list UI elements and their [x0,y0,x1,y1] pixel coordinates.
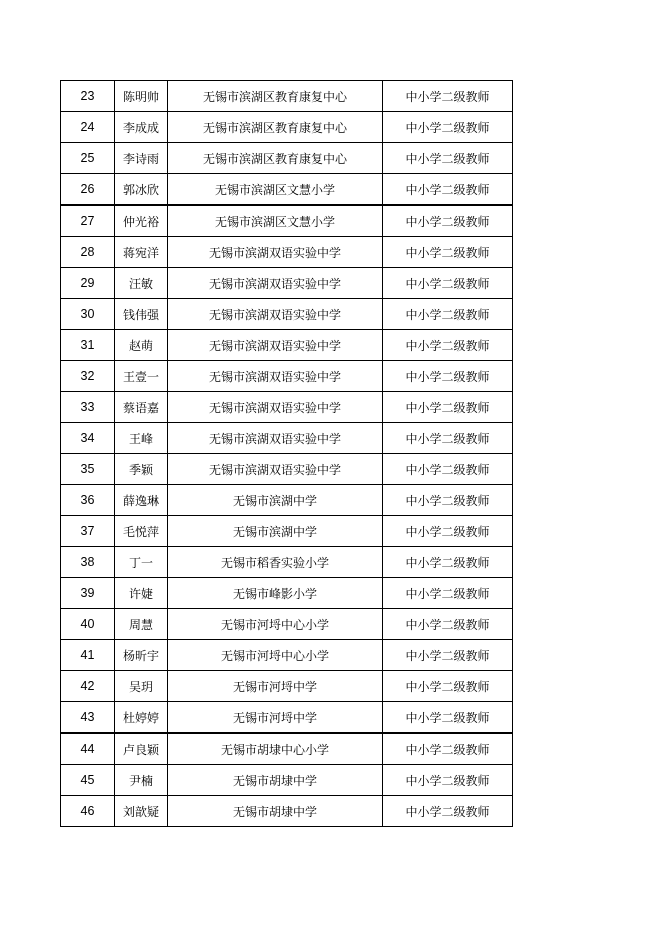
table-row [61,796,513,827]
school-name-cell: 无锡市河埒中学 [168,671,383,702]
title-rank-cell: 中小学二级教师 [383,112,513,143]
title-rank-cell: 中小学二级教师 [383,765,513,796]
table-row [61,237,513,268]
title-rank-cell: 中小学二级教师 [383,796,513,827]
title-rank-cell: 中小学二级教师 [383,733,513,765]
row-number-cell: 43 [61,702,115,734]
table-row [61,112,513,143]
table-row [61,81,513,112]
school-name-cell: 无锡市滨湖区教育康复中心 [168,81,383,112]
school-name-cell: 无锡市滨湖双语实验中学 [168,423,383,454]
teacher-name-cell: 赵萌 [115,330,168,361]
teacher-name-cell: 王峰 [115,423,168,454]
row-number-cell: 31 [61,330,115,361]
row-number-cell: 33 [61,392,115,423]
teacher-name-cell: 李诗雨 [115,143,168,174]
school-name-cell: 无锡市滨湖区教育康复中心 [168,143,383,174]
table-row [61,765,513,796]
title-rank-cell: 中小学二级教师 [383,578,513,609]
title-rank-cell: 中小学二级教师 [383,143,513,174]
teacher-name-cell: 季颖 [115,454,168,485]
teacher-name-cell: 王壹一 [115,361,168,392]
row-number-cell: 29 [61,268,115,299]
row-number-cell: 38 [61,547,115,578]
row-number-cell: 42 [61,671,115,702]
title-rank-cell: 中小学二级教师 [383,423,513,454]
teacher-name-cell: 卢良颖 [115,733,168,765]
row-number-cell: 40 [61,609,115,640]
school-name-cell: 无锡市胡埭中学 [168,796,383,827]
teacher-name-cell: 仲光裕 [115,205,168,237]
title-rank-cell: 中小学二级教师 [383,205,513,237]
table-row [61,205,513,237]
table-row [61,454,513,485]
title-rank-cell: 中小学二级教师 [383,609,513,640]
school-name-cell: 无锡市河埒中心小学 [168,609,383,640]
row-number-cell: 39 [61,578,115,609]
table-row [61,423,513,454]
school-name-cell: 无锡市滨湖双语实验中学 [168,268,383,299]
row-number-cell: 32 [61,361,115,392]
row-number-cell: 44 [61,733,115,765]
row-number-cell: 46 [61,796,115,827]
table-row [61,174,513,206]
school-name-cell: 无锡市滨湖区文慧小学 [168,174,383,206]
teacher-list-body [61,81,513,827]
teacher-name-cell: 蒋宛洋 [115,237,168,268]
school-name-cell: 无锡市胡埭中学 [168,765,383,796]
row-number-cell: 23 [61,81,115,112]
teacher-name-cell: 陈明帅 [115,81,168,112]
teacher-name-cell: 许婕 [115,578,168,609]
school-name-cell: 无锡市滨湖区文慧小学 [168,205,383,237]
table-row [61,361,513,392]
teacher-name-cell: 杨昕宇 [115,640,168,671]
school-name-cell: 无锡市滨湖双语实验中学 [168,237,383,268]
table-row [61,733,513,765]
title-rank-cell: 中小学二级教师 [383,547,513,578]
row-number-cell: 37 [61,516,115,547]
teacher-name-cell: 周慧 [115,609,168,640]
row-number-cell: 24 [61,112,115,143]
title-rank-cell: 中小学二级教师 [383,671,513,702]
title-rank-cell: 中小学二级教师 [383,640,513,671]
table-row [61,578,513,609]
title-rank-cell: 中小学二级教师 [383,268,513,299]
table-row [61,609,513,640]
school-name-cell: 无锡市稻香实验小学 [168,547,383,578]
school-name-cell: 无锡市滨湖双语实验中学 [168,392,383,423]
title-rank-cell: 中小学二级教师 [383,81,513,112]
title-rank-cell: 中小学二级教师 [383,237,513,268]
table-row [61,671,513,702]
table-row [61,392,513,423]
row-number-cell: 27 [61,205,115,237]
teacher-name-cell: 汪敏 [115,268,168,299]
title-rank-cell: 中小学二级教师 [383,702,513,734]
teacher-name-cell: 丁一 [115,547,168,578]
table-row [61,485,513,516]
row-number-cell: 45 [61,765,115,796]
table-row [61,330,513,361]
school-name-cell: 无锡市峰影小学 [168,578,383,609]
school-name-cell: 无锡市河埒中学 [168,702,383,734]
school-name-cell: 无锡市滨湖双语实验中学 [168,454,383,485]
teacher-name-cell: 李成成 [115,112,168,143]
row-number-cell: 25 [61,143,115,174]
title-rank-cell: 中小学二级教师 [383,516,513,547]
teacher-name-cell: 郭冰欣 [115,174,168,206]
teacher-name-cell: 蔡语嘉 [115,392,168,423]
row-number-cell: 41 [61,640,115,671]
table-row [61,143,513,174]
teacher-name-cell: 刘歆疑 [115,796,168,827]
title-rank-cell: 中小学二级教师 [383,485,513,516]
title-rank-cell: 中小学二级教师 [383,454,513,485]
title-rank-cell: 中小学二级教师 [383,392,513,423]
teacher-name-cell: 薛逸琳 [115,485,168,516]
teacher-list-table [60,80,513,827]
school-name-cell: 无锡市滨湖区教育康复中心 [168,112,383,143]
row-number-cell: 34 [61,423,115,454]
title-rank-cell: 中小学二级教师 [383,361,513,392]
school-name-cell: 无锡市滨湖中学 [168,516,383,547]
school-name-cell: 无锡市滨湖双语实验中学 [168,330,383,361]
school-name-cell: 无锡市滨湖双语实验中学 [168,299,383,330]
row-number-cell: 36 [61,485,115,516]
table-row [61,547,513,578]
title-rank-cell: 中小学二级教师 [383,299,513,330]
row-number-cell: 35 [61,454,115,485]
row-number-cell: 26 [61,174,115,206]
teacher-name-cell: 杜婷婷 [115,702,168,734]
row-number-cell: 30 [61,299,115,330]
teacher-name-cell: 毛悦萍 [115,516,168,547]
school-name-cell: 无锡市胡埭中心小学 [168,733,383,765]
table-row [61,299,513,330]
school-name-cell: 无锡市滨湖中学 [168,485,383,516]
teacher-name-cell: 钱伟强 [115,299,168,330]
school-name-cell: 无锡市河埒中心小学 [168,640,383,671]
school-name-cell: 无锡市滨湖双语实验中学 [168,361,383,392]
teacher-name-cell: 吴玥 [115,671,168,702]
table-row [61,516,513,547]
table-row [61,640,513,671]
table-row [61,702,513,734]
title-rank-cell: 中小学二级教师 [383,330,513,361]
row-number-cell: 28 [61,237,115,268]
teacher-name-cell: 尹楠 [115,765,168,796]
table-row [61,268,513,299]
title-rank-cell: 中小学二级教师 [383,174,513,206]
